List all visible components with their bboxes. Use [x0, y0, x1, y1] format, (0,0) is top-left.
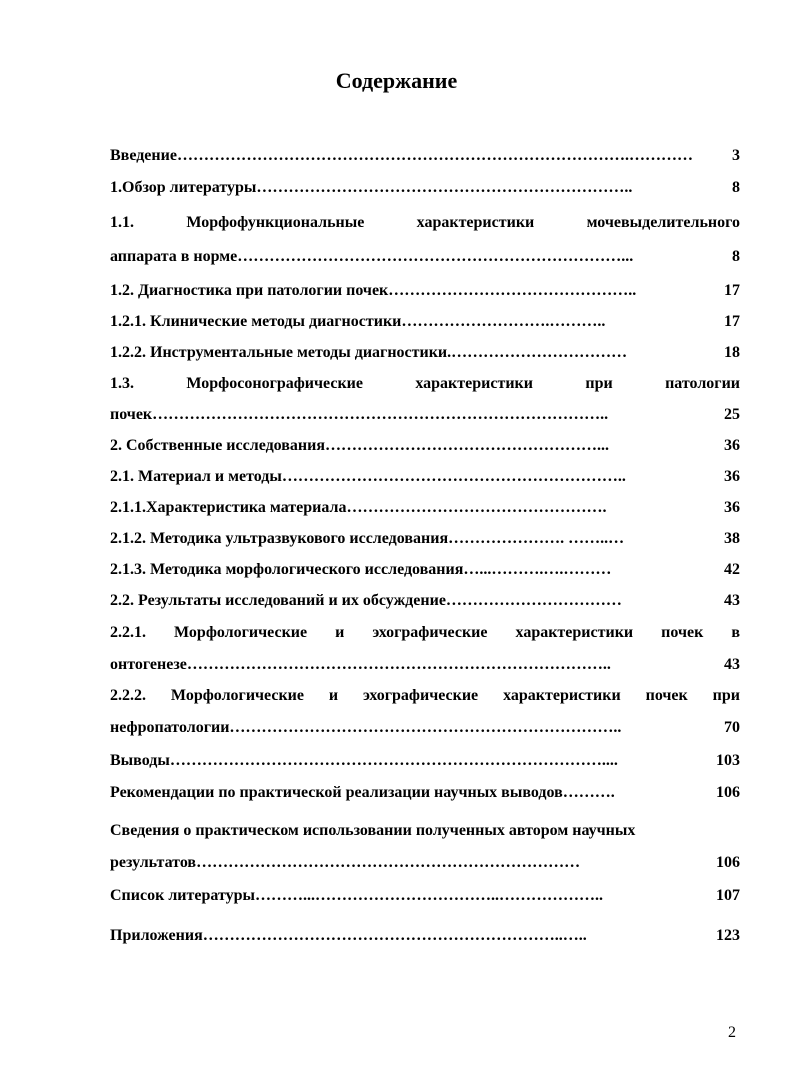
toc-page-number: 43: [724, 656, 740, 673]
toc-entry-text: 2.1.1.Характеристика материала: [110, 499, 347, 516]
toc-page-number: 36: [724, 468, 740, 485]
toc-line: [110, 404, 740, 426]
toc-line: [110, 654, 740, 676]
toc-line: Сведения о практическом использовании полученных автором научных: [110, 822, 636, 839]
toc-page-number: 107: [716, 887, 740, 904]
toc-leader: ……………………………: [451, 344, 628, 361]
toc-line: [110, 782, 740, 804]
toc-leader: ………………………………………………………………: [196, 854, 581, 871]
toc-line: [110, 246, 740, 268]
toc-entry-text: 2.1.2. Методика ультразвукового исследования: [110, 530, 449, 547]
toc-line: [110, 177, 740, 199]
toc-line: [110, 342, 740, 364]
toc-line: [110, 559, 740, 581]
toc-entry-text: 2. Собственные исследования: [110, 437, 326, 454]
toc-leader: ………………………………………………………………………....: [169, 752, 618, 769]
toc-page-number: 36: [724, 499, 740, 516]
toc-line: [110, 590, 740, 612]
toc-entry-text: 2.1. Материал и методы: [110, 468, 282, 485]
toc-entry-text: 1.2.1. Клинические методы диагностики: [110, 313, 402, 330]
toc-entry-text: 1.2. Диагностика при патологии почек: [110, 282, 389, 299]
toc-entry-text: 1.2.2. Инструментальные методы диагностики.: [110, 344, 452, 361]
toc-leader: ………………………………………………………..: [281, 468, 626, 485]
toc-page-number: 106: [716, 854, 740, 871]
toc-page-number: 38: [724, 530, 740, 547]
toc-line: [110, 311, 740, 333]
toc-page-number: 8: [732, 248, 740, 265]
toc-leader: ………………………………………………………………………….…………: [176, 147, 693, 164]
page-title: Содержание: [335, 68, 458, 93]
toc-line: [110, 497, 740, 519]
toc-leader: ……………………………: [445, 592, 622, 609]
toc-line: [110, 925, 740, 947]
toc-entry-text: нефропатологии: [110, 719, 230, 736]
toc-page-number: 43: [724, 592, 740, 609]
toc-line: [110, 750, 740, 772]
toc-line: [110, 145, 740, 167]
toc-entry-text: 2.1.3. Методика морфологического исследования: [110, 561, 464, 578]
toc-entry-text: Введение: [110, 147, 177, 164]
toc-line: [110, 435, 740, 457]
toc-line: 2.2.2. Морфологические и эхографические характеристики почек при: [110, 687, 740, 704]
toc-line: [110, 280, 740, 302]
toc-leader: ………………………………………….: [346, 499, 607, 516]
toc-page-number: 70: [724, 719, 740, 736]
toc-page-number: 17: [724, 313, 740, 330]
toc-line: [110, 885, 740, 907]
page-number: 2: [728, 1024, 736, 1041]
toc-leader: ……………………………………………………………………..: [186, 656, 611, 673]
toc-leader: ……….: [562, 784, 615, 801]
toc-page-number: 106: [716, 784, 740, 801]
toc-page-number: 8: [732, 179, 740, 196]
toc-page-number: 17: [724, 282, 740, 299]
toc-entry-text: Рекомендации по практической реализации научных выводов: [110, 784, 563, 801]
toc-page-number: 25: [724, 406, 740, 423]
toc-leader: ………………………………………………………………...: [237, 248, 634, 265]
toc-entry-text: онтогенезе: [110, 656, 187, 673]
toc-line: [110, 852, 740, 874]
toc-entry-text: Выводы: [110, 752, 170, 769]
toc-page-number: 36: [724, 437, 740, 454]
toc-leader: ………………………………………..: [388, 282, 637, 299]
toc-line: 2.2.1. Морфологические и эхографические характеристики почек в: [110, 624, 740, 641]
toc-leader: …………………………………………………………..…..: [202, 927, 587, 944]
toc-page-number: 103: [716, 752, 740, 769]
toc-page-number: 18: [724, 344, 740, 361]
toc-leader: …...……….….………: [463, 561, 612, 578]
toc-page-number: 42: [724, 561, 740, 578]
toc-line: 1.1. Морфофункциональные характеристики мочевыделительного: [110, 214, 740, 231]
table-of-contents: [110, 0, 740, 1000]
toc-entry-text: результатов: [110, 854, 197, 871]
toc-entry-text: Приложения: [110, 927, 203, 944]
toc-line: [110, 466, 740, 488]
toc-page-number: 123: [716, 927, 740, 944]
toc-entry-text: почек: [110, 406, 153, 423]
toc-leader: …………………………………………………………………………..: [152, 406, 609, 423]
toc-leader: ………...……………………………..………………..: [255, 887, 603, 904]
toc-leader: ……………………………………………...: [325, 437, 610, 454]
toc-entry-text: 2.2. Результаты исследований и их обсуждение: [110, 592, 446, 609]
toc-leader: …………………. ……..…: [448, 530, 625, 547]
toc-leader: ……………………….………..: [401, 313, 606, 330]
toc-line: 1.3. Морфосонографические характеристики при патологии: [110, 375, 740, 392]
toc-entry-text: аппарата в норме: [110, 248, 238, 265]
toc-line: [110, 717, 740, 739]
toc-leader: ………………………………………………………………..: [229, 719, 622, 736]
toc-leader: ……………………………………………………………..: [256, 179, 633, 196]
toc-page-number: 3: [732, 147, 740, 164]
toc-entry-text: 1.Обзор литературы: [110, 179, 257, 196]
toc-entry-text: Список литературы: [110, 887, 255, 904]
toc-line: [110, 528, 740, 550]
